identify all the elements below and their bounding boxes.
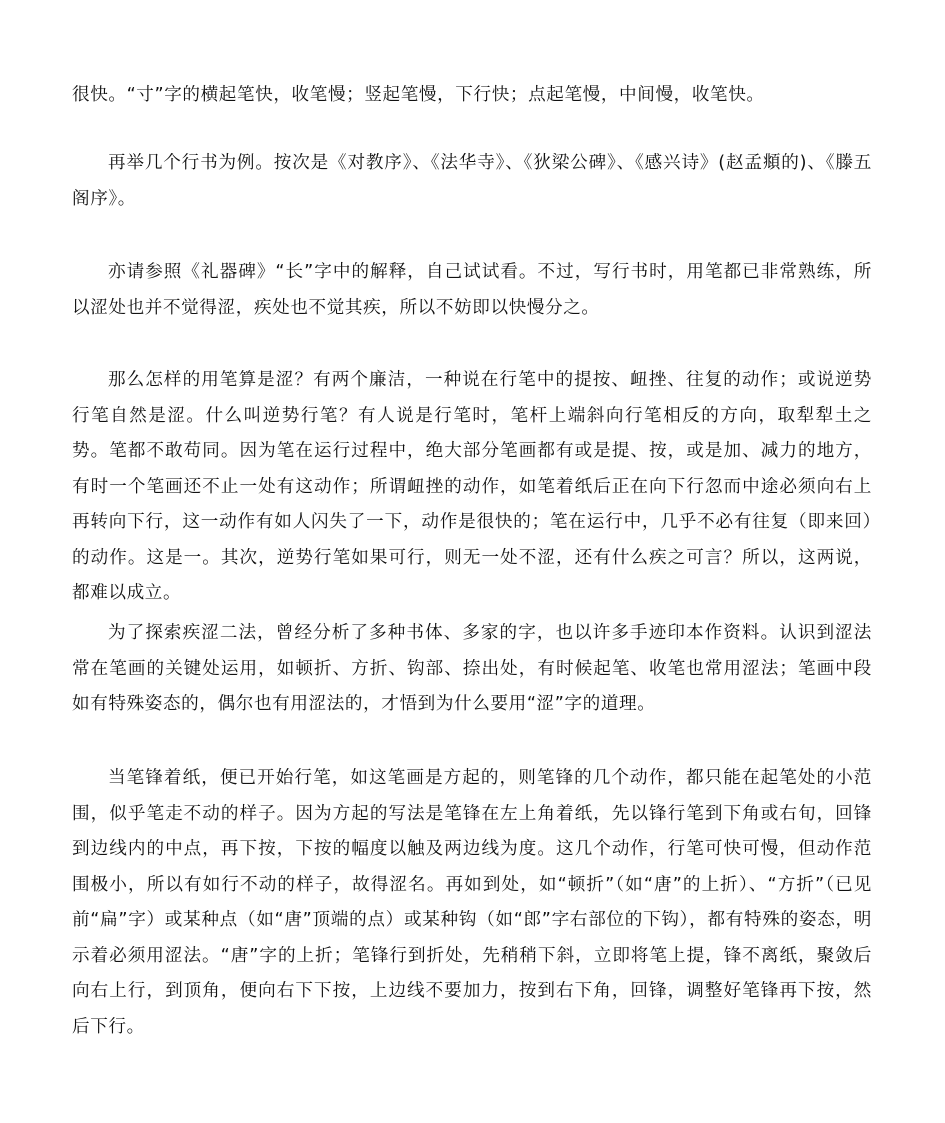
paragraph-exploration: 为了探索疾涩二法，曾经分析了多种书体、多家的字，也以许多手迹印本作资料。认识到涩法常在笔画的关键处运用，如顿折、方折、钩部、捺出处，有时候起笔、收笔也常用涩法；笔画中段如有特殊姿态的，偶尔也有用涩法的，才悟到为什么要用“涩”字的道理。 [72,623,872,714]
paragraph-reference: 亦请参照《礼器碑》“长”字中的解释，自己试试看。不过，写行书时，用笔都已非常熟练，所以涩处也并不觉得涩，疾处也不觉其疾，所以不妨即以快慢分之。 [72,262,872,318]
paragraph-continuation-block [72,78,872,114]
paragraph-stroke-method: 当笔锋着纸，便已开始行笔，如这笔画是方起的，则笔锋的几个动作，都只能在起笔处的小范围，似乎笔走不动的样子。因为方起的写法是笔锋在左上角着纸，先以锋行笔到下角或右旬，回锋到边线内的中点，再下按，下按的幅度以触及两边线为度。这几个动作，行笔可快可慢，但动作范围极小，所以有如行不动的样子，故得涩名。再如到处，如“顿折”（如“唐”的上折）、“方折”（已见前“扁”字）或某种点（如“唐”顶端的点）或某种钩（如“郎”字右部位的下钩），都有特殊的姿态，明示着必须用涩法。“唐”字的上折；笔锋行到折处，先稍稍下斜，立即将笔上提，锋不离纸，聚敛后向右上行，到顶角，便向右下下按，上边线不要加力，按到右下角，回锋，调整好笔锋再下按，然后下行。 [72,768,872,1037]
paragraph-examples: 再举几个行书为例。按次是《对教序》、《法华寺》、《狄梁公碑》、《感兴诗》(赵孟頫的)、《滕五阁序》。 [72,153,872,209]
paragraph-what-is-se: 那么怎样的用笔算是涩？有两个廉洁，一种说在行笔中的提按、衄挫、往复的动作；或说逆势行笔自然是涩。什么叫逆势行笔？有人说是行笔时，笔杆上端斜向行笔相反的方向，取犁犁土之势。笔都不敢苟同。因为笔在运行过程中，绝大部分笔画都有或是提、按，或是加、减力的地方，有时一个笔画还不止一处有这动作；所谓衄挫的动作，如笔着纸后正在向下行忽而中途必须向右上再转向下行，这一动作有如人闪失了一下，动作是很快的；笔在运行中，几乎不必有往复（即来回）的动作。这是一。其次，逆势行笔如果可行，则无一处不涩，还有什么疾之可言？所以，这两说，都难以成立。 [72,370,872,603]
paragraph-stroke-method-block [72,761,872,1045]
paragraph-examples-block [72,146,872,217]
paragraph-reference-block [72,255,872,326]
paragraph-what-is-se-block [72,363,872,612]
paragraph-continuation: 很快。“寸”字的横起笔快，收笔慢；竖起笔慢，下行快；点起笔慢，中间慢，收笔快。 [72,85,765,105]
paragraph-exploration-block [72,616,872,723]
